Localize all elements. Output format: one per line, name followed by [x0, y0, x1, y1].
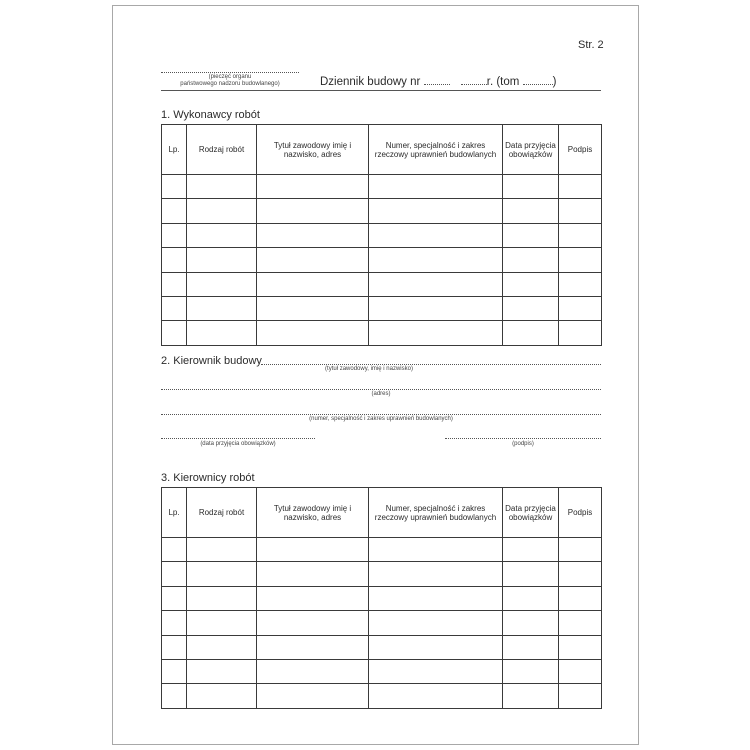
manager-license-field[interactable]	[161, 414, 601, 415]
manager-name-caption: (tytuł zawodowy, imię i nazwisko)	[325, 366, 413, 372]
table-cell[interactable]	[257, 296, 369, 320]
table-cell[interactable]	[369, 296, 503, 320]
stamp-caption-line2: państwowego nadzoru budowlanego)	[180, 81, 280, 87]
table-cell[interactable]	[162, 199, 187, 223]
table-header-row	[162, 488, 602, 538]
table-row	[162, 635, 602, 659]
table-cell[interactable]	[369, 611, 503, 635]
table-cell[interactable]	[369, 223, 503, 247]
table-cell[interactable]	[257, 586, 369, 610]
table-cell[interactable]	[503, 611, 559, 635]
table-cell[interactable]	[559, 296, 602, 320]
table-row	[162, 248, 602, 272]
table-cell[interactable]	[187, 321, 257, 345]
table-cell[interactable]	[162, 175, 187, 199]
table-cell[interactable]	[187, 684, 257, 708]
table-cell[interactable]	[503, 272, 559, 296]
table-cell[interactable]	[162, 562, 187, 586]
column-header-date: Data przyjęcia obowiązków	[503, 488, 559, 538]
contractors-table	[161, 124, 602, 346]
table-row	[162, 659, 602, 683]
table-cell[interactable]	[162, 321, 187, 345]
table-cell[interactable]	[257, 199, 369, 223]
column-header-lp: Lp.	[162, 125, 187, 175]
table-cell[interactable]	[369, 272, 503, 296]
journal-volume-blank[interactable]	[523, 75, 553, 85]
manager-address-caption: (adres)	[371, 391, 391, 397]
table-cell[interactable]	[503, 223, 559, 247]
section1-title: 1. Wykonawcy robót	[161, 109, 260, 121]
table-cell[interactable]	[187, 248, 257, 272]
column-header-work-type: Rodzaj robót	[187, 488, 257, 538]
table-cell[interactable]	[187, 296, 257, 320]
table-row	[162, 562, 602, 586]
journal-title-close: )	[552, 76, 557, 88]
table-cell[interactable]	[559, 199, 602, 223]
table-row	[162, 296, 602, 320]
table-cell[interactable]	[187, 272, 257, 296]
table-cell[interactable]	[257, 659, 369, 683]
table-row	[162, 272, 602, 296]
table-cell[interactable]	[369, 562, 503, 586]
table-cell[interactable]	[503, 684, 559, 708]
table-cell[interactable]	[162, 223, 187, 247]
table-cell[interactable]	[503, 586, 559, 610]
table-cell[interactable]	[187, 223, 257, 247]
journal-title	[320, 75, 556, 88]
section3-title: 3. Kierownicy robót	[161, 472, 255, 484]
table-cell[interactable]	[369, 538, 503, 562]
table-cell[interactable]	[257, 635, 369, 659]
table-cell[interactable]	[162, 684, 187, 708]
table-row	[162, 684, 602, 708]
table-cell[interactable]	[257, 611, 369, 635]
table-header-row	[162, 125, 602, 175]
table-cell[interactable]	[162, 296, 187, 320]
table-cell[interactable]	[559, 248, 602, 272]
table-row	[162, 199, 602, 223]
table-cell[interactable]	[559, 272, 602, 296]
manager-date-field[interactable]	[161, 438, 315, 439]
table-cell[interactable]	[187, 199, 257, 223]
table-row	[162, 321, 602, 345]
table-cell[interactable]	[187, 659, 257, 683]
table-cell[interactable]	[369, 175, 503, 199]
table-cell[interactable]	[503, 199, 559, 223]
table-cell[interactable]	[369, 635, 503, 659]
table-cell[interactable]	[257, 223, 369, 247]
table-cell[interactable]	[162, 659, 187, 683]
journal-number-blank[interactable]	[424, 75, 450, 85]
table-cell[interactable]	[187, 538, 257, 562]
table-cell[interactable]	[503, 562, 559, 586]
table-cell[interactable]	[369, 659, 503, 683]
table-row	[162, 611, 602, 635]
table-cell[interactable]	[559, 586, 602, 610]
table-cell[interactable]	[369, 321, 503, 345]
section2-title: 2. Kierownik budowy	[161, 355, 262, 367]
journal-title-prefix: Dziennik budowy nr	[320, 76, 421, 88]
table-cell[interactable]	[503, 248, 559, 272]
table-cell[interactable]	[187, 562, 257, 586]
manager-signature-field[interactable]	[445, 438, 601, 439]
table-row	[162, 586, 602, 610]
table-cell[interactable]	[559, 538, 602, 562]
stamp-caption	[161, 74, 299, 88]
table-cell[interactable]	[559, 223, 602, 247]
column-header-name-address: Tytuł zawodowy imię i nazwisko, adres	[257, 125, 369, 175]
table-cell[interactable]	[503, 538, 559, 562]
table-row	[162, 223, 602, 247]
table-cell[interactable]	[257, 321, 369, 345]
header-rule	[161, 90, 601, 91]
table-cell[interactable]	[503, 635, 559, 659]
manager-address-field[interactable]	[161, 389, 601, 390]
column-header-license: Numer, specjalność i zakres rzeczowy uprawnień budowlanych	[369, 488, 503, 538]
table-cell[interactable]	[257, 684, 369, 708]
table-cell[interactable]	[559, 635, 602, 659]
manager-license-caption: (numer, specjalność i zakres uprawnień budowlanych)	[309, 416, 453, 422]
table-cell[interactable]	[559, 562, 602, 586]
table-cell[interactable]	[187, 586, 257, 610]
contractors-table-body	[162, 175, 602, 346]
table-row	[162, 538, 602, 562]
column-header-signature: Podpis	[559, 125, 602, 175]
table-cell[interactable]	[187, 611, 257, 635]
table-cell[interactable]	[257, 562, 369, 586]
manager-signature-caption: (podpis)	[512, 441, 534, 447]
table-cell[interactable]	[162, 272, 187, 296]
manager-date-caption: (data przyjęcia obowiązków)	[200, 441, 276, 447]
table-cell[interactable]	[162, 538, 187, 562]
table-cell[interactable]	[369, 586, 503, 610]
column-header-lp: Lp.	[162, 488, 187, 538]
page-number: Str. 2	[578, 39, 604, 51]
table-cell[interactable]	[559, 321, 602, 345]
manager-name-field[interactable]	[261, 364, 601, 365]
table-cell[interactable]	[503, 296, 559, 320]
table-cell[interactable]	[257, 175, 369, 199]
table-cell[interactable]	[369, 248, 503, 272]
table-cell[interactable]	[187, 175, 257, 199]
table-cell[interactable]	[162, 611, 187, 635]
table-cell[interactable]	[369, 199, 503, 223]
table-cell[interactable]	[559, 684, 602, 708]
table-cell[interactable]	[257, 272, 369, 296]
work-managers-table-body	[162, 538, 602, 709]
table-cell[interactable]	[559, 175, 602, 199]
table-cell[interactable]	[162, 635, 187, 659]
table-cell[interactable]	[162, 586, 187, 610]
column-header-license: Numer, specjalność i zakres rzeczowy uprawnień budowlanych	[369, 125, 503, 175]
column-header-work-type: Rodzaj robót	[187, 125, 257, 175]
table-cell[interactable]	[162, 248, 187, 272]
table-cell[interactable]	[187, 635, 257, 659]
table-cell[interactable]	[503, 321, 559, 345]
stamp-line	[161, 72, 299, 73]
work-managers-table	[161, 487, 602, 709]
table-cell[interactable]	[503, 175, 559, 199]
column-header-name-address: Tytuł zawodowy imię i nazwisko, adres	[257, 488, 369, 538]
journal-year-blank[interactable]	[461, 75, 487, 85]
table-cell[interactable]	[257, 248, 369, 272]
table-cell[interactable]	[503, 659, 559, 683]
table-cell[interactable]	[369, 684, 503, 708]
journal-title-r: r. (tom	[486, 76, 520, 88]
column-header-date: Data przyjęcia obowiązków	[503, 125, 559, 175]
stamp-caption-line1: (pieczęć organu	[208, 74, 252, 80]
column-header-signature: Podpis	[559, 488, 602, 538]
table-cell[interactable]	[559, 611, 602, 635]
table-cell[interactable]	[559, 659, 602, 683]
table-row	[162, 175, 602, 199]
table-cell[interactable]	[257, 538, 369, 562]
